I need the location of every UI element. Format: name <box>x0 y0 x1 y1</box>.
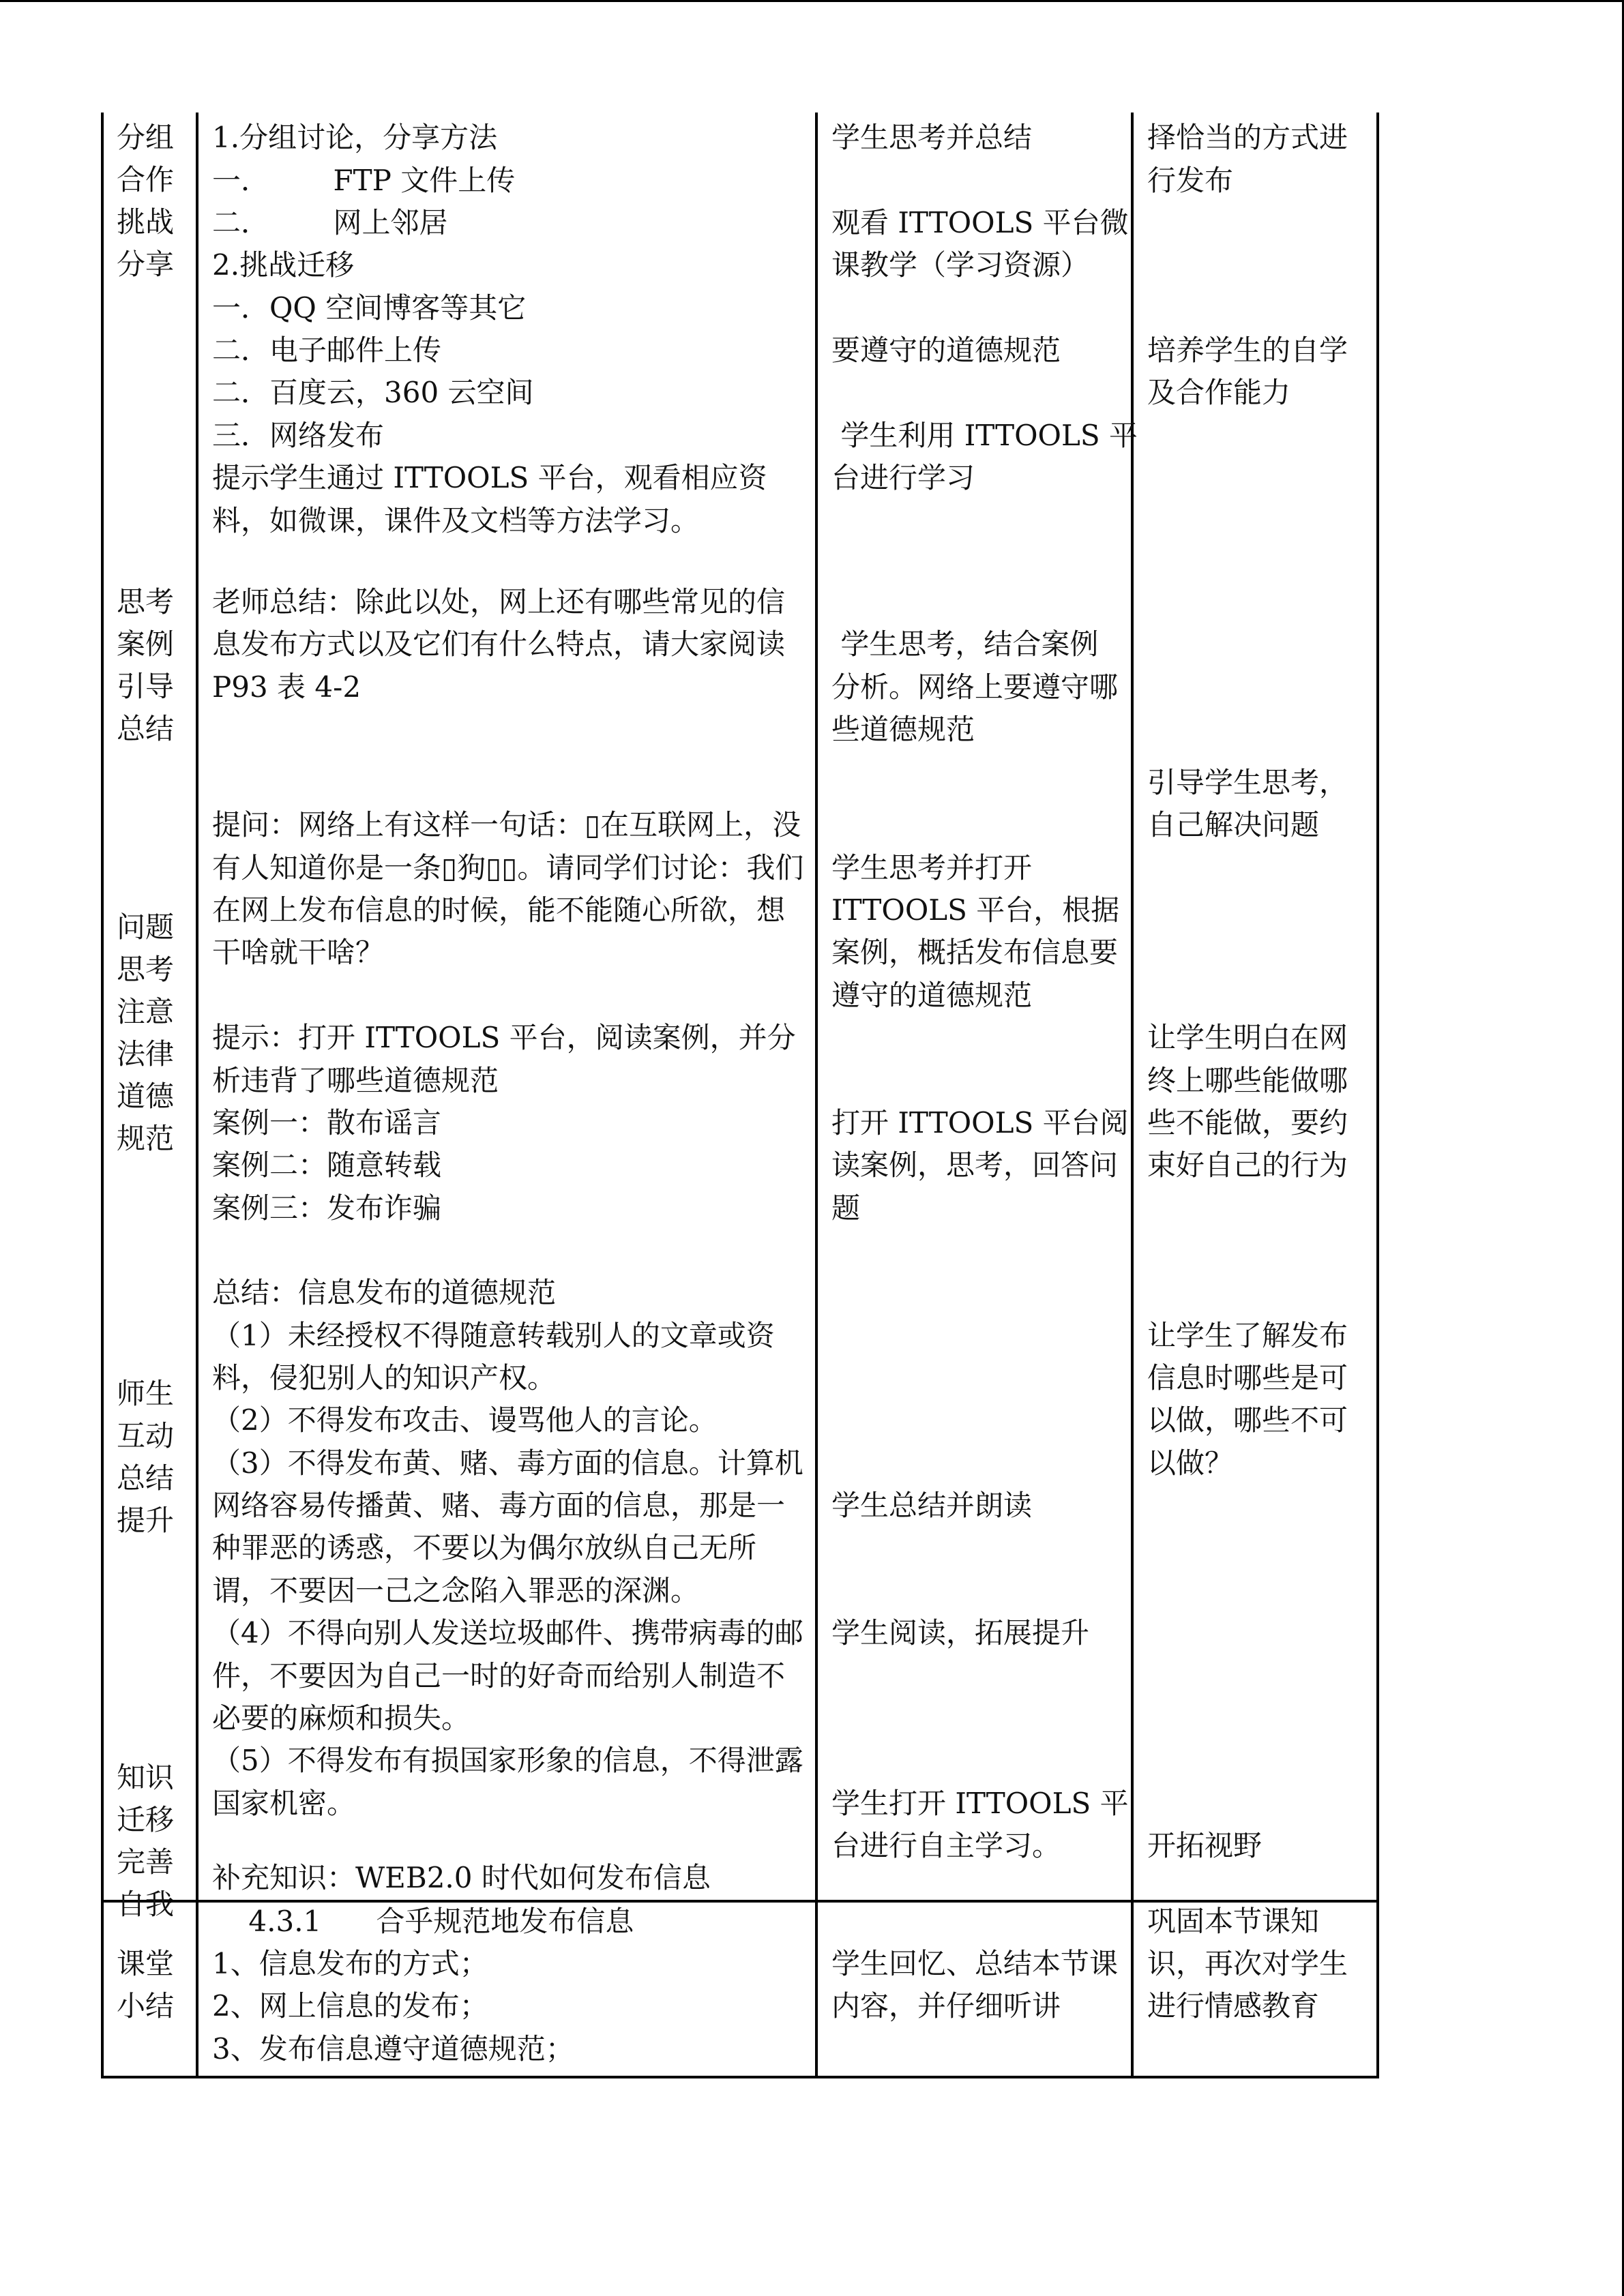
student-line: 打开 ITTOOLS 平台阅 <box>831 1106 1129 1139</box>
table-border-right <box>1376 113 1379 2078</box>
summary-purpose-line: 识，再次对学生 <box>1147 1947 1348 1980</box>
teacher-line: 1.分组讨论，分享方法 <box>212 121 498 154</box>
student-line: 学生思考并打开 <box>831 851 1033 884</box>
student-line: 学生阅读，拓展提升 <box>831 1616 1090 1650</box>
page-top-rule <box>0 0 1624 2</box>
purpose-line: 让学生明白在网 <box>1147 1021 1348 1054</box>
purpose-line: 及合作能力 <box>1147 376 1291 409</box>
column-divider-2 <box>815 113 818 2078</box>
teacher-line: 干啥就干啥？ <box>212 936 385 969</box>
teacher-line: 种罪恶的诱惑，不要以为偶尔放纵自己无所 <box>212 1531 757 1564</box>
summary-purpose-line: 巩固本节课知 <box>1147 1905 1320 1938</box>
purpose-line: 自己解决问题 <box>1147 808 1320 841</box>
purpose-line: 引导学生思考， <box>1147 766 1348 799</box>
teacher-line: 2.挑战迁移 <box>212 248 355 282</box>
purpose-line: 择恰当的方式进 <box>1147 121 1348 154</box>
teacher-line: 析违背了哪些道德规范 <box>212 1064 499 1097</box>
teacher-line: 提示学生通过 ITTOOLS 平台，观看相应资 <box>212 461 767 494</box>
stage-label-case-guidance: 思考 案例 引导 总结 <box>117 585 175 745</box>
student-line: 读案例，思考，回答问 <box>831 1148 1119 1182</box>
teacher-line: 案例一：散布谣言 <box>212 1106 442 1139</box>
teacher-line: 提问：网络上有这样一句话：▯在互联网上，没 <box>212 808 801 841</box>
teacher-line: （5）不得发布有损国家形象的信息，不得泄露 <box>212 1744 803 1777</box>
purpose-line: 以做，哪些不可 <box>1147 1403 1348 1437</box>
teacher-line: 二． 网上邻居 <box>212 206 448 239</box>
student-line: 学生思考，结合案例 <box>831 627 1099 661</box>
teacher-line: （1）未经授权不得随意转载别人的文章或资 <box>212 1319 775 1352</box>
purpose-line: 培养学生的自学 <box>1147 333 1348 367</box>
stage-label-interaction-summary: 师生 互动 总结 提升 <box>117 1377 175 1537</box>
student-line: 案例，概括发布信息要 <box>831 936 1119 969</box>
student-line: ITTOOLS 平台，根据 <box>831 893 1120 927</box>
student-line: 题 <box>831 1191 861 1225</box>
column-divider-1 <box>196 113 198 2078</box>
purpose-line: 行发布 <box>1147 164 1234 197</box>
summary-teacher-line: 3、发布信息遵守道德规范； <box>212 2032 574 2066</box>
teacher-line: 料，如微课，课件及文档等方法学习。 <box>212 504 700 537</box>
student-line: 遵守的道德规范 <box>831 979 1033 1012</box>
teacher-line: 三．网络发布 <box>212 419 385 452</box>
student-line: 分析。网络上要遵守哪 <box>831 670 1119 704</box>
table-border-bottom <box>101 2076 1379 2078</box>
summary-student-line: 内容，并仔细听讲 <box>831 1989 1061 2023</box>
purpose-line: 信息时哪些是可 <box>1147 1361 1348 1395</box>
column-divider-3 <box>1131 113 1134 2078</box>
teacher-line: 息发布方式以及它们有什么特点，请大家阅读 <box>212 627 786 661</box>
teacher-line: 在网上发布信息的时候，能不能随心所欲，想 <box>212 893 786 927</box>
stage-label-group-cooperation: 分组 合作 挑战 分享 <box>117 121 175 281</box>
lesson-plan-table <box>101 113 1379 2078</box>
teacher-line: 必要的麻烦和损失。 <box>212 1701 471 1735</box>
stage-label-law-ethics: 问题 思考 注意 法律 道德 规范 <box>117 910 175 1155</box>
teacher-line: 料，侵犯别人的知识产权。 <box>212 1361 557 1395</box>
purpose-line: 让学生了解发布 <box>1147 1319 1348 1352</box>
purpose-line: 束好自己的行为 <box>1147 1148 1348 1182</box>
teacher-line: 二．百度云，360 云空间 <box>212 376 534 409</box>
teacher-line: 国家机密。 <box>212 1787 356 1820</box>
teacher-line: 一．QQ 空间博客等其它 <box>212 291 527 325</box>
student-line: 些道德规范 <box>831 713 975 746</box>
stage-label-knowledge-transfer: 知识 迁移 完善 自我 <box>117 1761 175 1921</box>
teacher-line: 件，不要因为自己一时的好奇而给别人制造不 <box>212 1659 786 1693</box>
summary-student-line: 学生回忆、总结本节课 <box>831 1947 1119 1980</box>
teacher-line: 老师总结：除此以处，网上还有哪些常见的信 <box>212 585 786 618</box>
summary-teacher-line: 1、信息发布的方式； <box>212 1947 488 1980</box>
teacher-line: 二．电子邮件上传 <box>212 333 442 367</box>
purpose-line: 些不能做，要约 <box>1147 1106 1348 1139</box>
summary-teacher-line: 4.3.1 合乎规范地发布信息 <box>212 1905 634 1938</box>
teacher-line: 一． FTP 文件上传 <box>212 164 516 197</box>
teacher-line: 案例三：发布诈骗 <box>212 1191 442 1225</box>
teacher-line: 有人知道你是一条▯狗▯▯。请同学们讨论：我们 <box>212 851 804 884</box>
summary-purpose-line: 进行情感教育 <box>1147 1989 1320 2023</box>
student-line: 台进行学习 <box>831 461 975 494</box>
student-line: 要遵守的道德规范 <box>831 333 1061 367</box>
teacher-line: 总结：信息发布的道德规范 <box>212 1276 557 1309</box>
teacher-line: 网络容易传播黄、赌、毒方面的信息，那是一 <box>212 1489 786 1522</box>
teacher-line: 谓，不要因一己之念陷入罪恶的深渊。 <box>212 1574 700 1607</box>
teacher-line: 案例二：随意转载 <box>212 1148 442 1182</box>
teacher-line: （2）不得发布攻击、谩骂他人的言论。 <box>212 1403 718 1437</box>
teacher-line: P93 表 4-2 <box>212 670 361 704</box>
stage-label-class-summary: 课堂 小结 <box>117 1947 175 2023</box>
student-line: 台进行自主学习。 <box>831 1829 1061 1862</box>
purpose-line: 以做？ <box>1147 1446 1234 1480</box>
student-line: 学生思考并总结 <box>831 121 1033 154</box>
student-line: 学生打开 ITTOOLS 平 <box>831 1787 1129 1820</box>
student-line: 学生利用 ITTOOLS 平 <box>831 419 1138 452</box>
purpose-line: 终上哪些能做哪 <box>1147 1064 1348 1097</box>
table-border-left <box>101 113 104 2078</box>
teacher-line: 补充知识：WEB2.0 时代如何发布信息 <box>212 1861 711 1894</box>
student-line: 观看 ITTOOLS 平台微 <box>831 206 1129 239</box>
summary-teacher-line: 2、网上信息的发布； <box>212 1989 488 2023</box>
student-line: 课教学（学习资源） <box>831 248 1090 282</box>
teacher-line: （3）不得发布黄、赌、毒方面的信息。计算机 <box>212 1446 803 1480</box>
purpose-line: 开拓视野 <box>1147 1829 1263 1862</box>
student-line: 学生总结并朗读 <box>831 1489 1033 1522</box>
teacher-line: （4）不得向别人发送垃圾邮件、携带病毒的邮 <box>212 1616 803 1650</box>
teacher-line: 提示：打开 ITTOOLS 平台，阅读案例，并分 <box>212 1021 796 1054</box>
